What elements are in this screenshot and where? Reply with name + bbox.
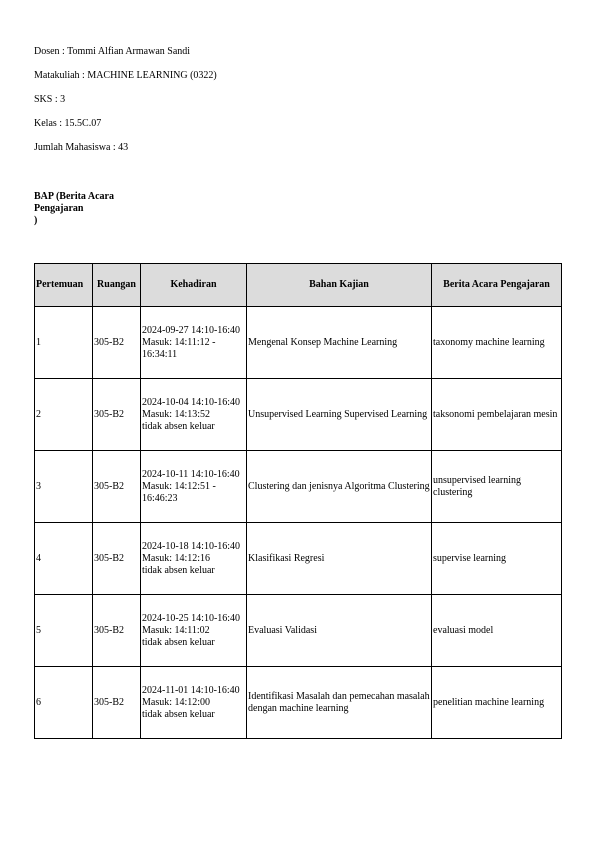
- kehadiran-keluar: tidak absen keluar: [142, 564, 215, 576]
- cell-bahan-kajian: Evaluasi Validasi: [247, 595, 432, 667]
- cell-berita-acara: taxonomy machine learning: [432, 307, 562, 379]
- cell-ruangan: 305-B2: [93, 667, 141, 739]
- kehadiran-keluar: tidak absen keluar: [142, 636, 215, 648]
- header-pertemuan: Pertemuan: [35, 264, 93, 307]
- table-row: [35, 523, 562, 595]
- cell-kehadiran: [141, 595, 247, 667]
- kehadiran-jadwal: 2024-10-25 14:10-16:40: [142, 612, 241, 624]
- cell-pertemuan: 3: [35, 451, 93, 523]
- kehadiran-keluar: tidak absen keluar: [142, 420, 215, 432]
- cell-ruangan: 305-B2: [93, 451, 141, 523]
- cell-bahan-kajian: Klasifikasi Regresi: [247, 523, 432, 595]
- dosen-info: Dosen : Tommi Alfian Armawan Sandi: [34, 46, 191, 57]
- table-row: [35, 667, 562, 739]
- bap-title-close: ): [34, 215, 38, 226]
- table-row: [35, 595, 562, 667]
- cell-bahan-kajian: Identifikasi Masalah dan pemecahan masalah dengan machine learning: [247, 667, 432, 739]
- cell-bahan-kajian: Unsupervised Learning Supervised Learning: [247, 379, 432, 451]
- kehadiran-masuk: Masuk: 14:12:00: [142, 696, 211, 708]
- cell-bahan-kajian: Mengenal Konsep Machine Learning: [247, 307, 432, 379]
- table-header-row: [35, 264, 562, 307]
- cell-kehadiran: [141, 667, 247, 739]
- cell-ruangan: 305-B2: [93, 379, 141, 451]
- table-row: [35, 451, 562, 523]
- kehadiran-jadwal: 2024-09-27 14:10-16:40: [142, 324, 241, 336]
- cell-berita-acara: unsupervised learning clustering: [432, 451, 562, 523]
- kehadiran-masuk: Masuk: 14:11:12 - 16:34:11: [142, 336, 216, 360]
- header-berita-acara: Berita Acara Pengajaran: [432, 264, 562, 307]
- table-row: [35, 307, 562, 379]
- kehadiran-jadwal: 2024-10-18 14:10-16:40: [142, 540, 241, 552]
- bap-title-text: BAP (Berita Acara Pengajaran: [34, 191, 114, 214]
- cell-bahan-kajian: Clustering dan jenisnya Algoritma Clustering: [247, 451, 432, 523]
- cell-pertemuan: 5: [35, 595, 93, 667]
- cell-pertemuan: 6: [35, 667, 93, 739]
- header-kehadiran: Kehadiran: [141, 264, 247, 307]
- kehadiran-masuk: Masuk: 14:12:51 - 16:46:23: [142, 480, 216, 504]
- bap-table: [34, 263, 562, 739]
- cell-berita-acara: supervise learning: [432, 523, 562, 595]
- kehadiran-jadwal: 2024-11-01 14:10-16:40: [142, 684, 240, 696]
- kehadiran-masuk: Masuk: 14:12:16: [142, 552, 211, 564]
- cell-kehadiran: [141, 379, 247, 451]
- kehadiran-jadwal: 2024-10-11 14:10-16:40: [142, 468, 240, 480]
- jumlah-mahasiswa-info: Jumlah Mahasiswa : 43: [34, 142, 129, 153]
- cell-kehadiran: [141, 523, 247, 595]
- cell-pertemuan: 2: [35, 379, 93, 451]
- matakuliah-info: Matakuliah : MACHINE LEARNING (0322): [34, 70, 217, 81]
- bap-section-title: [34, 191, 134, 227]
- header-ruangan: Ruangan: [93, 264, 141, 307]
- cell-ruangan: 305-B2: [93, 595, 141, 667]
- cell-berita-acara: penelitian machine learning: [432, 667, 562, 739]
- cell-berita-acara: taksonomi pembelajaran mesin: [432, 379, 562, 451]
- kelas-info: Kelas : 15.5C.07: [34, 118, 102, 129]
- cell-kehadiran: [141, 307, 247, 379]
- kehadiran-masuk: Masuk: 14:13:52: [142, 408, 211, 420]
- kehadiran-jadwal: 2024-10-04 14:10-16:40: [142, 396, 241, 408]
- sks-info: SKS : 3: [34, 94, 66, 105]
- cell-pertemuan: 4: [35, 523, 93, 595]
- cell-kehadiran: [141, 451, 247, 523]
- cell-ruangan: 305-B2: [93, 523, 141, 595]
- cell-berita-acara: evaluasi model: [432, 595, 562, 667]
- header-bahan-kajian: Bahan Kajian: [247, 264, 432, 307]
- cell-pertemuan: 1: [35, 307, 93, 379]
- kehadiran-masuk: Masuk: 14:11:02: [142, 624, 210, 636]
- kehadiran-keluar: tidak absen keluar: [142, 708, 215, 720]
- cell-ruangan: 305-B2: [93, 307, 141, 379]
- table-row: [35, 379, 562, 451]
